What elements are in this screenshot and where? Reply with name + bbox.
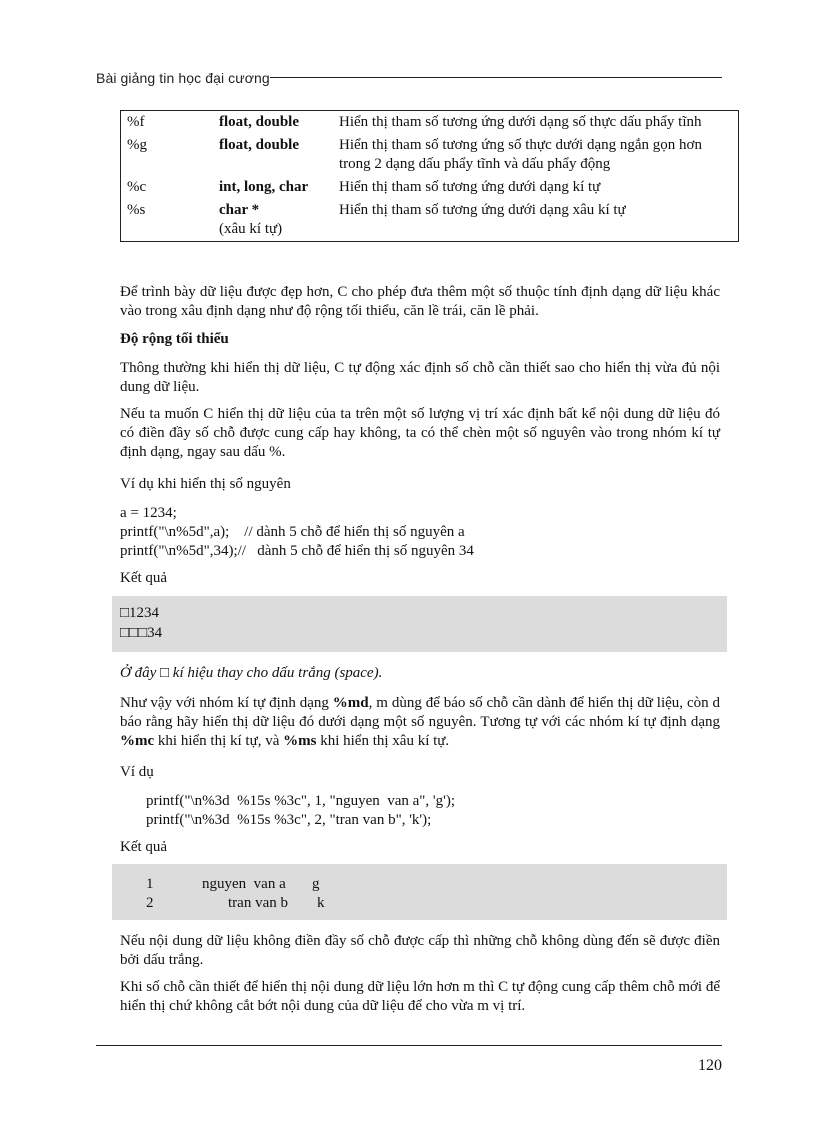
output-box-2 — [112, 864, 727, 920]
format-spec: %c — [127, 179, 147, 195]
header-rule — [270, 77, 722, 78]
output-num: 2 — [146, 895, 154, 911]
format-md: %md — [332, 695, 369, 711]
format-spec: %g — [127, 137, 147, 153]
data-type: char * — [219, 202, 260, 218]
text-run: khi hiển thị kí tự, và — [154, 733, 284, 749]
format-description: Hiển thị tham số tương ứng dưới dạng kí tự — [339, 179, 601, 195]
output-name: tran van b — [228, 895, 288, 911]
output-num: 1 — [146, 876, 154, 892]
format-spec: %f — [127, 114, 145, 130]
table-row — [121, 134, 739, 176]
table-row — [121, 199, 739, 242]
data-type: float, double — [219, 137, 300, 153]
space-note-suffix: ). — [373, 665, 383, 681]
page-number: 120 — [698, 1057, 722, 1074]
paragraph-overflow: Khi số chỗ cần thiết để hiển thị nội dung dữ liệu lớn hơn m thì C tự động cung cấp thêm chỗ mới để hiển thị chứ không cắt bớt nội dung của dữ liệu để cho vừa m vị trí. — [120, 979, 720, 1014]
output-line: □1234 — [120, 605, 160, 621]
code-line: printf("\n%5d",34);// dành 5 chỗ để hiển thị số nguyên 34 — [120, 543, 474, 559]
format-specifier-table — [120, 110, 739, 242]
output-box-1 — [112, 596, 727, 652]
format-spec: %s — [127, 202, 146, 218]
space-note-prefix: Ở đây □ kí hiệu thay cho dấu trắng ( — [120, 665, 340, 681]
table-row — [121, 111, 739, 135]
paragraph-min-width: Nếu ta muốn C hiển thị dữ liệu của ta trên một số lượng vị trí xác định bất kể nội dung dữ liệu đó có điền đầy số chỗ được cung cấp hay không, ta có thể chèn một số nguyên vào trong nhóm kí tự định dạng, ngay sau dấu %. — [120, 406, 720, 460]
data-type: float, double — [219, 114, 300, 130]
format-mc: %mc — [120, 733, 155, 749]
header-title: Bài giảng tin học đại cương — [96, 70, 270, 86]
output-char: k — [317, 895, 325, 911]
format-ms: %ms — [283, 733, 317, 749]
text-run: , m dùng để báo số chỗ cần dành để hiển thị dữ liệu, còn d báo rằng hãy hiển thị dữ liệu đó dưới dạng một số nguyên. Tương tự với các nhóm kí tự định dạng — [120, 695, 720, 730]
text-run: Như vậy với nhóm kí tự định dạng — [120, 695, 333, 711]
code-line: printf("\n%3d %15s %3c", 1, "nguyen van a", 'g'); — [146, 793, 456, 809]
paragraph-default-width: Thông thường khi hiển thị dữ liệu, C tự động xác định số chỗ cần thiết sao cho hiển thị vừa đủ nội dung dữ liệu. — [120, 360, 720, 395]
format-description: Hiển thị tham số tương ứng dưới dạng xâu kí tự — [339, 202, 626, 218]
data-type: int, long, char — [219, 179, 309, 195]
format-description: Hiển thị tham số tương ứng số thực dưới dạng ngắn gọn hơn trong 2 dạng dấu phẩy tĩnh và dấu phẩy động — [339, 137, 702, 172]
paragraph-intro: Để trình bày dữ liệu được đẹp hơn, C cho phép đưa thêm một số thuộc tính định dạng dữ liệu khác vào trong xâu định dạng như độ rộng tối thiểu, căn lề trái, căn lề phải. — [120, 284, 720, 319]
output-char: g — [312, 876, 320, 892]
table-row — [121, 176, 739, 199]
code-line: printf("\n%3d %15s %3c", 2, "tran van b", 'k'); — [146, 812, 432, 828]
output-name: nguyen van a — [202, 876, 286, 892]
result-label: Kết quả — [120, 839, 168, 855]
data-type-note: (xâu kí tự) — [219, 221, 283, 237]
paragraph-format-groups — [120, 694, 720, 751]
space-note — [120, 664, 720, 683]
code-line: a = 1234; — [120, 505, 177, 521]
example-label: Ví dụ — [120, 764, 154, 780]
output-line: □□□34 — [120, 625, 163, 641]
code-line: printf("\n%5d",a); // dành 5 chỗ để hiển thị số nguyên a — [120, 524, 465, 540]
result-label: Kết quả — [120, 570, 168, 586]
paragraph-padding: Nếu nội dung dữ liệu không điền đầy số chỗ được cấp thì những chỗ không dùng đến sẽ được điền bởi dấu trắng. — [120, 933, 720, 968]
footer-rule — [96, 1045, 722, 1046]
section-heading: Độ rộng tối thiểu — [120, 331, 229, 347]
text-run: khi hiển thị xâu kí tự. — [316, 733, 450, 749]
example-intro: Ví dụ khi hiển thị số nguyên — [120, 476, 291, 492]
data-type-cell — [213, 199, 333, 242]
space-note-term: space — [339, 665, 374, 681]
format-description: Hiển thị tham số tương ứng dưới dạng số thực dấu phẩy tĩnh — [339, 114, 702, 130]
